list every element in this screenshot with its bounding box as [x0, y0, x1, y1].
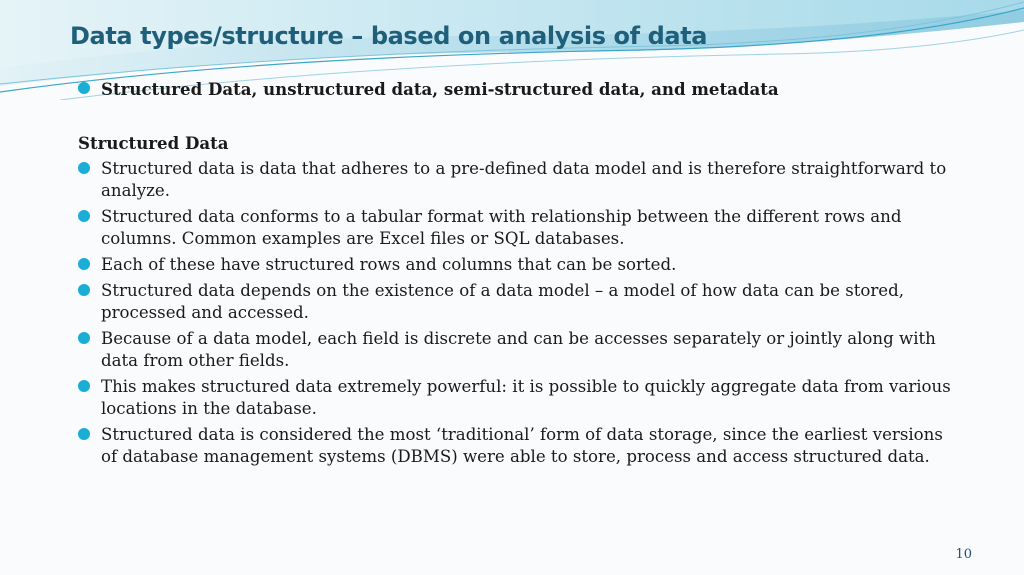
list-item-text: Structured data conforms to a tabular format with relationship between the different rows and columns. Common examples are Excel files or SQL databases.	[101, 207, 902, 248]
slide-content	[78, 78, 958, 468]
bullet-icon	[78, 424, 101, 446]
list-item	[78, 280, 958, 324]
top-bullet-item	[78, 78, 958, 100]
list-item-text: Structured data is considered the most ‘traditional’ form of data storage, since the earliest versions of database management systems (DBMS) were able to store, process and access structured data.	[101, 425, 943, 466]
bullet-icon	[78, 206, 101, 228]
bullet-icon	[78, 280, 101, 302]
bullet-icon	[78, 78, 101, 100]
list-item	[78, 206, 958, 250]
page-number: 10	[955, 547, 972, 562]
list-item-text: Because of a data model, each field is discrete and can be accesses separately or jointly along with data from other fields.	[101, 329, 936, 370]
bullet-icon	[78, 376, 101, 398]
list-item	[78, 254, 958, 276]
list-item	[78, 424, 958, 468]
list-item	[78, 376, 958, 420]
list-item-text: Each of these have structured rows and columns that can be sorted.	[101, 255, 677, 274]
list-item-text: Structured data depends on the existence of a data model – a model of how data can be stored, processed and accessed.	[101, 281, 905, 322]
section-heading: Structured Data	[78, 133, 229, 153]
bullet-icon	[78, 328, 101, 350]
list-item-text: Structured data is data that adheres to a pre-defined data model and is therefore straightforward to analyze.	[101, 159, 947, 200]
bullet-icon	[78, 254, 101, 276]
list-item-text: This makes structured data extremely powerful: it is possible to quickly aggregate data from various locations in the database.	[101, 377, 951, 418]
bullet-icon	[78, 158, 101, 180]
list-item	[78, 158, 958, 202]
list-item	[78, 328, 958, 372]
slide-title: Data types/structure – based on analysis of data	[70, 22, 708, 50]
top-bullet-text: Structured Data, unstructured data, semi-structured data, and metadata	[101, 79, 779, 99]
